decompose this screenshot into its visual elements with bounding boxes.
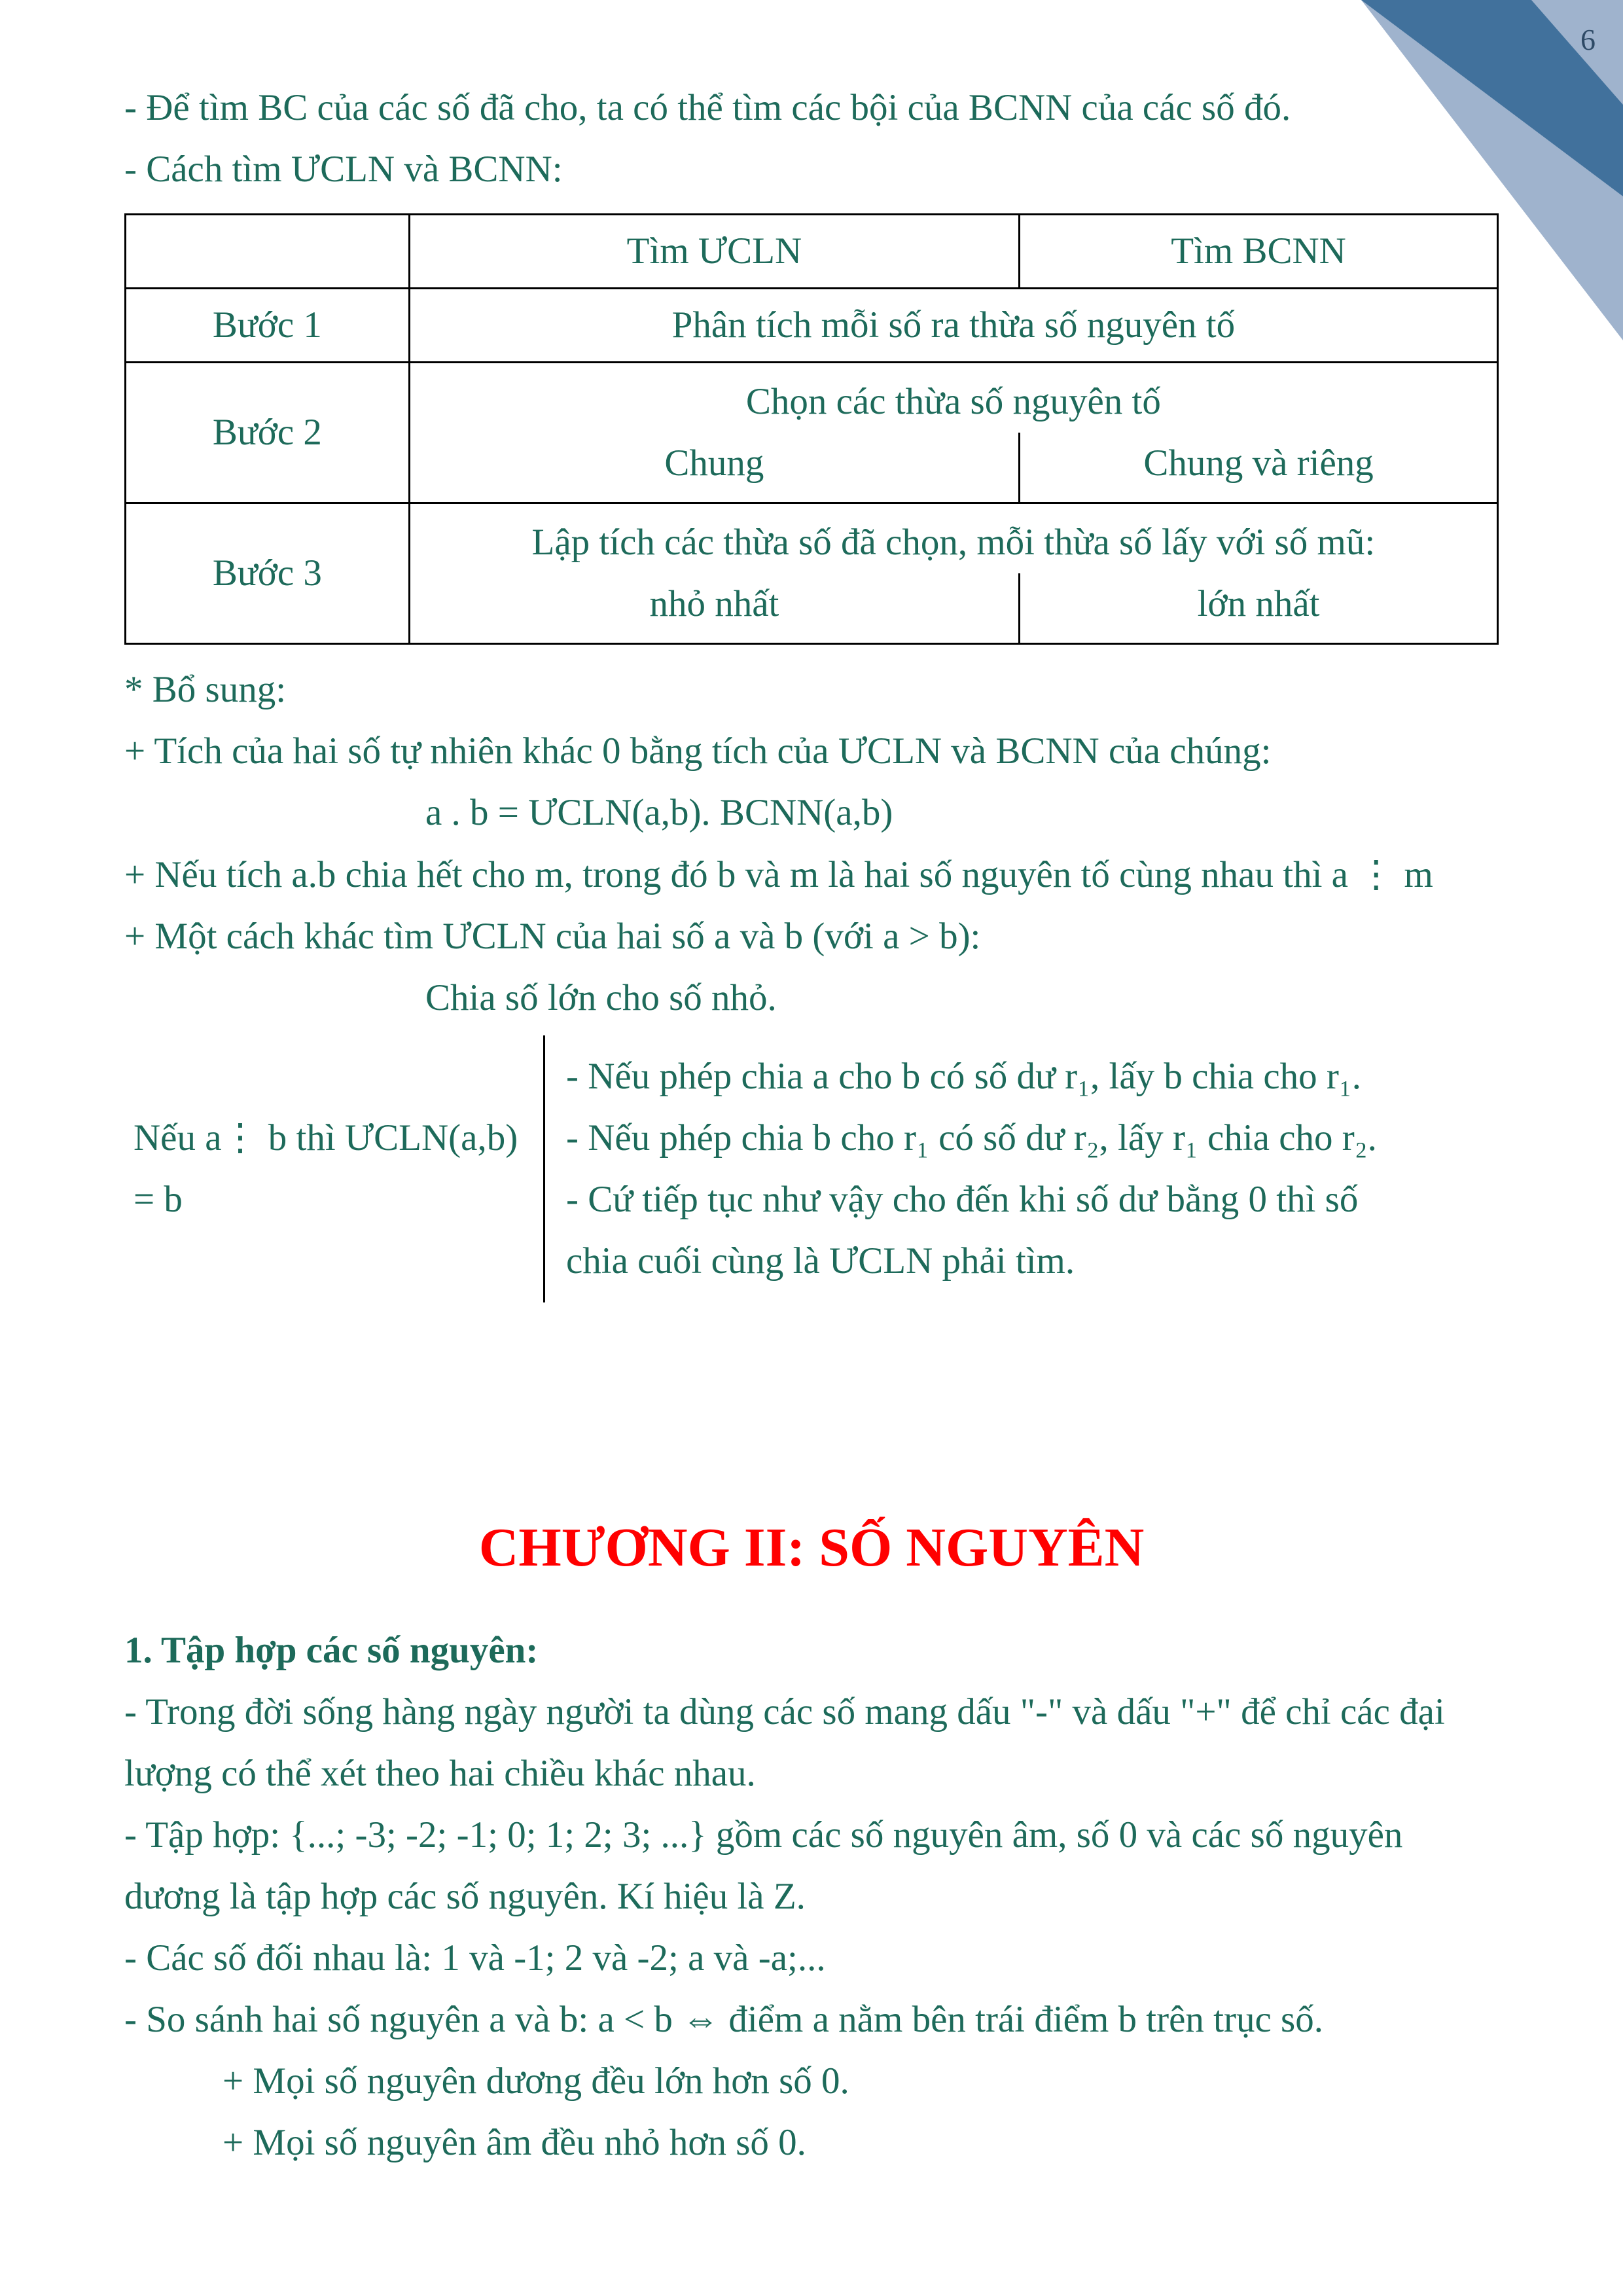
positive-integers-note: + Mọi số nguyên dương đều lớn hơn số 0. xyxy=(223,2060,849,2102)
euclid-step-4: chia cuối cùng là ƯCLN phải tìm. xyxy=(566,1240,1075,1282)
table-step-1-label: Bước 1 xyxy=(126,289,410,363)
table-step-2-ucln-cell: Chung xyxy=(410,433,1020,502)
integers-intro-paragraph: - Trong đời sống hàng ngày người ta dùng các số mang dấu "-" và dấu "+" để chỉ các đại lượng có thể xét theo hai chiều khác nhau. xyxy=(124,1691,1445,1795)
ucln-bcnn-table xyxy=(124,213,1499,645)
euclid-algorithm-note xyxy=(124,1035,1499,1302)
table-step-3-full-text: Lập tích các thừa số đã chọn, mỗi thừa số lấy với số mũ: xyxy=(531,522,1376,564)
table-step-2-label: Bước 2 xyxy=(126,363,410,504)
intro-line-bc: - Để tìm BC của các số đã cho, ta có thể tìm các bội của BCNN của các số đó. xyxy=(124,87,1291,128)
euclid-step-2: - Nếu phép chia b cho r₁ có số dư r₂, lấy r₁ chia cho r₂. xyxy=(566,1117,1377,1158)
euclid-steps xyxy=(543,1035,1499,1302)
table-header-tim-bcnn: Tìm BCNN xyxy=(1020,215,1497,289)
table-step-3-content xyxy=(410,504,1497,643)
table-step-1-content: Phân tích mỗi số ra thừa số nguyên tố xyxy=(410,289,1497,363)
compare-integers-line: - So sánh hai số nguyên a và b: a < b ⇔ điểm a nằm bên trái điểm b trên trục số. xyxy=(124,1999,1323,2041)
negative-integers-note: + Mọi số nguyên âm đều nhỏ hơn số 0. xyxy=(223,2122,806,2164)
table-step-3-label: Bước 3 xyxy=(126,504,410,643)
corner-triangle-decoration xyxy=(1322,0,1623,340)
table-header-tim-ucln: Tìm ƯCLN xyxy=(410,215,1020,289)
supplement-product-rule: + Tích của hai số tự nhiên khác 0 bằng tích của ƯCLN và BCNN của chúng: xyxy=(124,730,1272,772)
formula-ucln-bcnn: a . b = ƯCLN(a,b). BCNN(a,b) xyxy=(425,792,893,834)
euclid-step-1: - Nếu phép chia a cho b có số dư r₁, lấy b chia cho r₁. xyxy=(566,1055,1361,1097)
supplement-title: * Bổ sung: xyxy=(124,669,287,711)
table-step-3-ucln-cell: nhỏ nhất xyxy=(410,573,1020,643)
supplement-divide-instruction: Chia số lớn cho số nhỏ. xyxy=(425,977,777,1018)
integers-set-paragraph: - Tập hợp: {...; -3; -2; -1; 0; 1; 2; 3; ...} gồm các số nguyên âm, số 0 và các số nguyên dương là tập hợp các số nguyên. Kí hiệu là Z. xyxy=(124,1814,1403,1918)
opposite-numbers-line: - Các số đối nhau là: 1 và -1; 2 và -2; a và -a;... xyxy=(124,1937,826,1979)
euclid-base-case: Nếu a⋮ b thì ƯCLN(a,b) = b xyxy=(134,1117,518,1220)
supplement-divisibility-rule: + Nếu tích a.b chia hết cho m, trong đó b và m là hai số nguyên tố cùng nhau thì a ⋮ m xyxy=(124,853,1433,895)
table-step-2-split xyxy=(410,433,1497,502)
table-step-3-bcnn-cell: lớn nhất xyxy=(1197,583,1320,625)
supplement-alt-method: + Một cách khác tìm ƯCLN của hai số a và b (với a > b): xyxy=(124,915,981,957)
page-number: 6 xyxy=(1580,23,1596,56)
table-corner-cell xyxy=(126,215,410,289)
euclid-step-3: - Cứ tiếp tục như vậy cho đến khi số dư bằng 0 thì số xyxy=(566,1178,1359,1220)
table-step-2-full-text: Chọn các thừa số nguyên tố xyxy=(745,381,1161,423)
chapter-title: CHƯƠNG II: SỐ NGUYÊN xyxy=(478,1516,1145,1578)
section-1-title: 1. Tập hợp các số nguyên: xyxy=(124,1630,539,1672)
intro-line-method: - Cách tìm ƯCLN và BCNN: xyxy=(124,149,563,190)
table-step-2-bcnn-cell: Chung và riêng xyxy=(1143,442,1374,484)
table-step-2-content xyxy=(410,363,1497,504)
table-step-3-split xyxy=(410,573,1497,643)
